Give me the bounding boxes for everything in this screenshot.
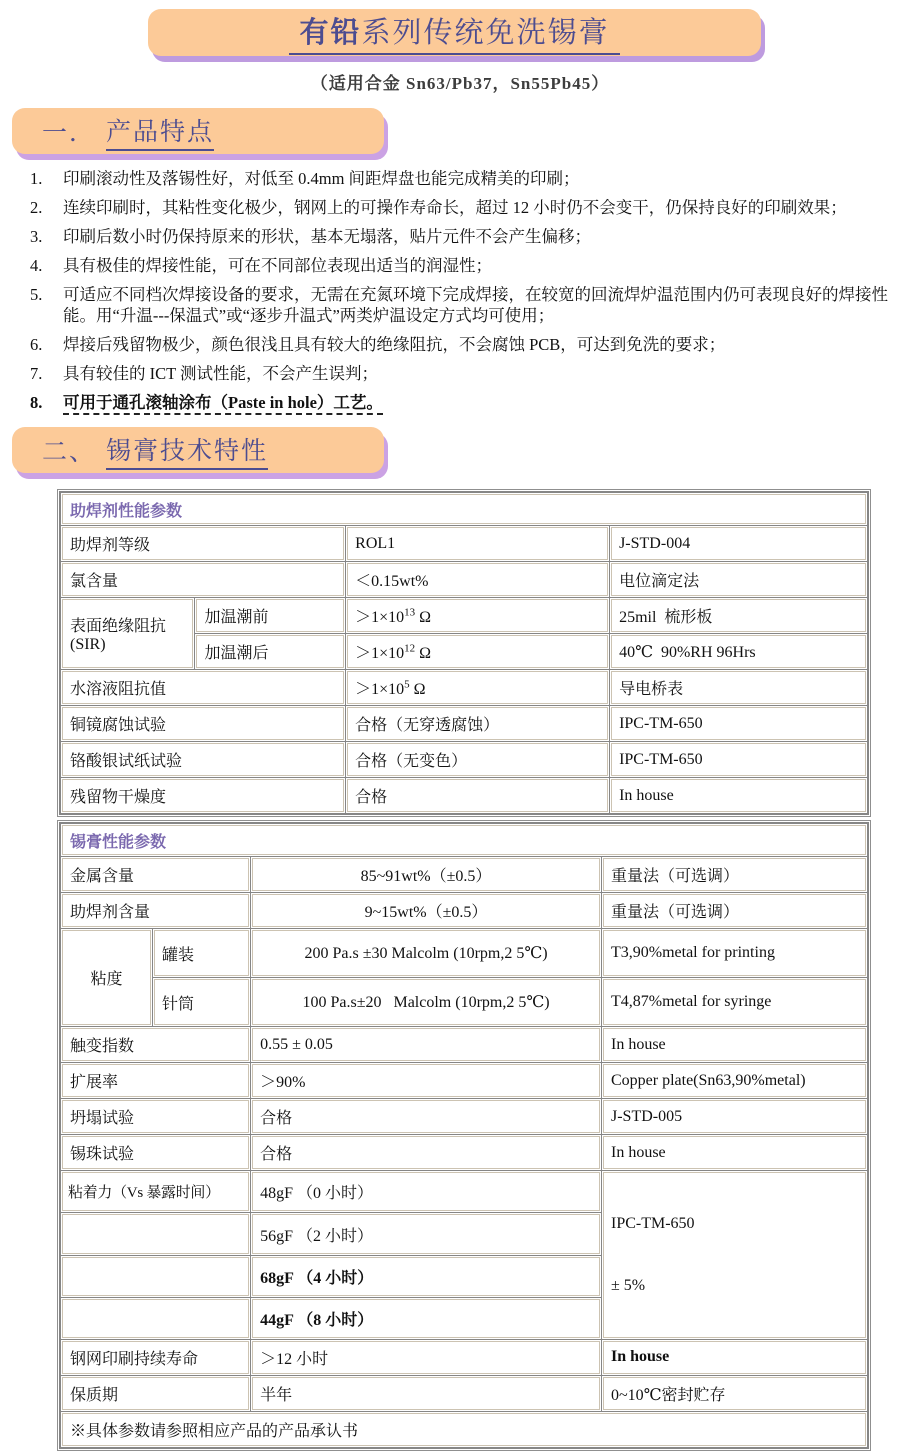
param-method-cell: In house [603, 1136, 866, 1169]
feature-item-3 [30, 226, 920, 247]
param-method-cell [603, 1172, 866, 1337]
param-value-cell [347, 635, 608, 668]
param-value-cell [347, 671, 608, 704]
param-value-cell: 85~91wt%（±0.5） [252, 858, 600, 891]
document-page [0, 9, 920, 1451]
item-text: 具有较佳的 ICT 测试性能，不会产生误判； [63, 364, 379, 384]
table-row [62, 1172, 866, 1211]
item-text: 具有极佳的焊接性能，可在不同部位表现出适当的润湿性； [63, 255, 492, 275]
param-method-cell: 重量法（可选调） [603, 894, 866, 927]
feature-item-8 [30, 392, 920, 413]
item-number: 8. [30, 393, 43, 412]
table-row [62, 930, 866, 976]
feature-item-6 [30, 334, 920, 355]
page-title-rest: 系列传统免洗锡膏 [361, 17, 610, 49]
feature-item-4 [30, 255, 920, 276]
value-base: ＞1×10 [355, 609, 405, 627]
table-row [62, 563, 866, 596]
table-row [62, 1100, 866, 1133]
param-value-cell: 200 Pa.s ±30 Malcolm (10rpm,2 5℃) [252, 930, 600, 976]
param-value-cell: 合格 [252, 1136, 600, 1169]
param-value-cell: ＞90% [252, 1064, 600, 1097]
param-method-cell: Copper plate(Sn63,90%metal) [603, 1064, 866, 1097]
value-exponent: 12 [404, 643, 416, 656]
table-row [62, 599, 866, 632]
value-unit: Ω [415, 645, 432, 663]
feature-item-5 [30, 284, 920, 327]
table-row [62, 894, 866, 927]
param-value-cell: 0.55 ± 0.05 [252, 1028, 600, 1061]
param-name-cell: 助焊剂等级 [62, 527, 344, 560]
param-method-cell: T4,87%metal for syringe [603, 979, 866, 1025]
param-name-cell [62, 599, 193, 668]
table-row [62, 1377, 866, 1410]
table-row [62, 671, 866, 704]
feature-list [30, 168, 920, 413]
param-subname-cell: 针筒 [154, 979, 249, 1025]
feature-item-1 [30, 168, 920, 189]
param-name-cell: 铜镜腐蚀试验 [62, 707, 344, 740]
param-value-cell: 9~15wt%（±0.5） [252, 894, 600, 927]
section1-banner [12, 108, 384, 154]
param-value-cell: 合格 [252, 1100, 600, 1133]
flux-table-grid [59, 491, 869, 815]
param-method-cell: 电位滴定法 [611, 563, 866, 596]
param-method-cell: 重量法（可选调） [603, 858, 866, 891]
param-name-cell: 钢网印刷持续寿命 [62, 1341, 249, 1374]
param-name-cell: 氯含量 [62, 563, 344, 596]
param-name-cell: 锡珠试验 [62, 1136, 249, 1169]
param-name-cell-empty [62, 1299, 249, 1338]
section2-heading: 锡膏技术特性 [106, 431, 268, 470]
flux-table-title: 助焊剂性能参数 [62, 494, 866, 524]
item-number: 6. [30, 335, 43, 355]
page-title [289, 10, 619, 55]
param-method-cell: IPC-TM-650 [611, 707, 866, 740]
param-value-cell: 44gF （8 小时） [252, 1299, 600, 1338]
param-value-cell [347, 599, 608, 632]
table-row [62, 1028, 866, 1061]
item-text: 焊接后残留物极少，颜色很浅且具有较大的绝缘阻抗，不会腐蚀 PCB，可达到免洗的要求； [63, 335, 726, 355]
paste-table-title: 锡膏性能参数 [62, 825, 866, 855]
table-footer-row [62, 1413, 866, 1446]
item-number: 3. [30, 226, 43, 246]
param-method-cell: In house [603, 1028, 866, 1061]
sir-name-line2: (SIR) [70, 636, 106, 654]
param-method-cell: 40℃ 90%RH 96Hrs [611, 635, 866, 668]
param-name-cell: 助焊剂含量 [62, 894, 249, 927]
item-number: 2. [30, 197, 43, 217]
param-subname-cell: 罐装 [154, 930, 249, 976]
param-value-cell: 合格（无穿透腐蚀） [347, 707, 608, 740]
table-row [62, 743, 866, 776]
item-number: 5. [30, 284, 43, 304]
value-unit: Ω [415, 609, 432, 627]
value-base: ＞1×10 [355, 645, 405, 663]
table-row [62, 1136, 866, 1169]
param-method-cell: T3,90%metal for printing [603, 930, 866, 976]
param-value-cell: ＞12 小时 [252, 1341, 600, 1374]
section1-number: 一． [42, 120, 97, 147]
method-line2: ± 5% [610, 1277, 646, 1295]
param-name-cell: 铬酸银试纸试验 [62, 743, 344, 776]
feature-item-7 [30, 363, 920, 384]
param-name-cell-empty [62, 1214, 249, 1253]
item-number: 1. [30, 169, 43, 188]
value-exponent: 13 [404, 607, 416, 620]
param-name-cell: 金属含量 [62, 858, 249, 891]
table-row [62, 979, 866, 1025]
value-unit: Ω [409, 681, 426, 699]
section2-banner [12, 427, 384, 473]
sir-name-line1: 表面绝缘阻抗 [70, 618, 167, 636]
table-row [62, 527, 866, 560]
title-banner [148, 9, 761, 56]
param-name-cell: 扩展率 [62, 1064, 249, 1097]
param-value-cell: ROL1 [347, 527, 608, 560]
subtitle: （适用合金 Sn63/Pb37，Sn55Pb45） [310, 74, 610, 93]
item-text: 印刷后数小时仍保持原来的形状，基本无塌落，贴片元件不会产生偏移； [63, 226, 591, 246]
param-name-cell: 水溶液阻抗值 [62, 671, 344, 704]
value-base: ＞1×10 [355, 681, 405, 699]
paste-table [57, 820, 871, 1450]
param-method-cell: J-STD-004 [611, 527, 866, 560]
param-name-cell-empty [62, 1257, 249, 1296]
param-value-cell: 68gF （4 小时） [252, 1257, 600, 1296]
param-name-cell: 坍塌试验 [62, 1100, 249, 1133]
param-name-cell: 触变指数 [62, 1028, 249, 1061]
item-text: 印刷滚动性及落锡性好，对低至 0.4mm 间距焊盘也能完成精美的印刷； [63, 169, 580, 188]
param-subname-cell: 加温潮后 [196, 635, 344, 668]
item-text-underlined: 可用于通孔滚轴涂布（Paste in hole）工艺。 [63, 393, 383, 415]
param-value-cell: 100 Pa.s±20 Malcolm (10rpm,2 5℃) [252, 979, 600, 1025]
param-method-cell: 0~10℃密封贮存 [603, 1377, 866, 1410]
method-line1: IPC-TM-650 [610, 1215, 695, 1233]
section1-heading: 产品特点 [106, 112, 214, 151]
table-row [62, 1064, 866, 1097]
table-header-row [62, 825, 866, 855]
item-text [63, 392, 915, 413]
table-footnote: ※具体参数请参照相应产品的产品承认书 [62, 1413, 866, 1446]
param-method-cell: 导电桥表 [611, 671, 866, 704]
param-value-cell: 半年 [252, 1377, 600, 1410]
param-value-cell: ＜0.15wt% [347, 563, 608, 596]
param-name-cell: 粘着力（Vs 暴露时间） [62, 1172, 249, 1211]
page-title-bold: 有铅 [299, 17, 362, 49]
param-subname-cell: 加温潮前 [196, 599, 344, 632]
param-method-cell: In house [603, 1341, 866, 1374]
item-number: 7. [30, 364, 43, 384]
param-method-cell: IPC-TM-650 [611, 743, 866, 776]
param-method-cell: In house [611, 779, 866, 812]
param-value-cell: 合格（无变色） [347, 743, 608, 776]
param-name-cell: 保质期 [62, 1377, 249, 1410]
table-row [62, 1341, 866, 1374]
table-header-row [62, 494, 866, 524]
flux-table [57, 489, 871, 817]
table-row [62, 707, 866, 740]
param-value-cell: 合格 [347, 779, 608, 812]
param-name-cell: 粘度 [62, 930, 151, 1025]
item-text: 可适应不同档次焊接设备的要求，无需在充氮环境下完成焊接，在较宽的回流焊炉温范围内仍可表现良好的焊接性能。用“升温---保温式”或“逐步升温式”两类炉温设定方式均可使用； [63, 284, 888, 326]
param-value-cell: 56gF （2 小时） [252, 1214, 600, 1253]
param-method-cell: J-STD-005 [603, 1100, 866, 1133]
item-text: 连续印刷时，其粘性变化极少，钢网上的可操作寿命长，超过 12 小时仍不会变干，仍保持良好的印刷效果； [63, 197, 847, 217]
item-number: 4. [30, 255, 43, 275]
table-row [62, 779, 866, 812]
section2-number: 二、 [42, 439, 97, 467]
value-exponent: 5 [404, 679, 410, 692]
paste-table-grid [59, 822, 869, 1448]
param-method-cell: 25mil 梳形板 [611, 599, 866, 632]
feature-item-2 [30, 197, 920, 218]
param-value-cell: 48gF （0 小时） [252, 1172, 600, 1211]
table-row [62, 858, 866, 891]
param-name-cell: 残留物干燥度 [62, 779, 344, 812]
